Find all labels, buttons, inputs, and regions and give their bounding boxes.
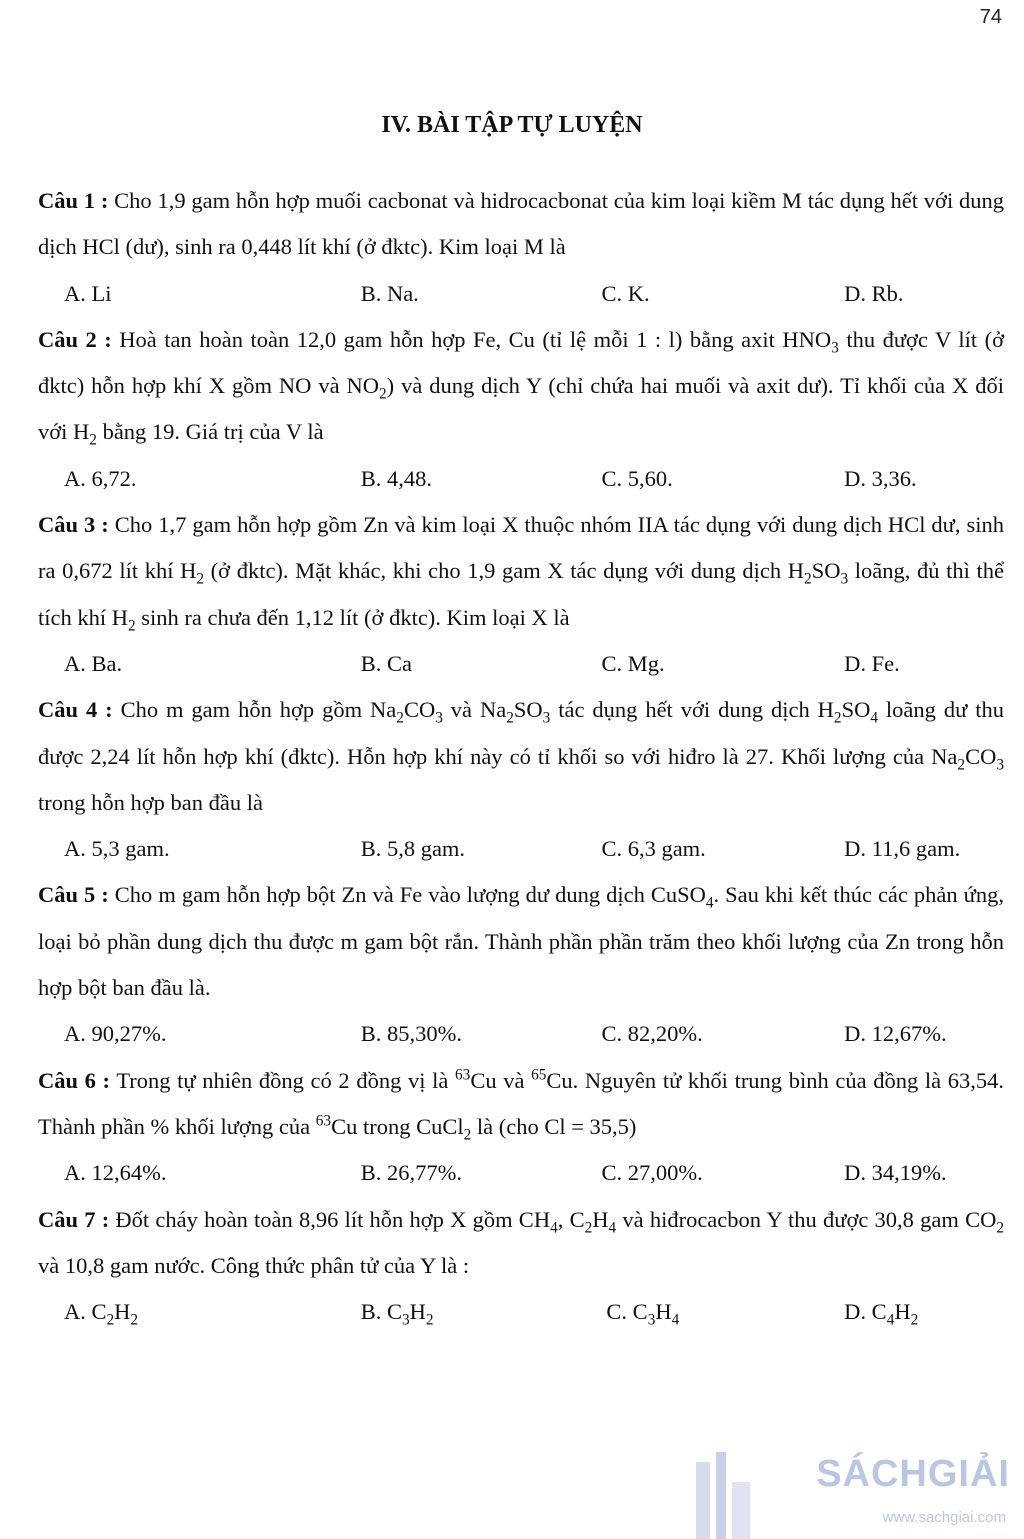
option-c: C. $C_3H_4$ — [606, 1299, 680, 1329]
option-b: B. Ca — [360, 650, 412, 676]
question-text: Cho m gam hỗn hợp bột Zn và Fe vào lượng dư dung dịch CuSO$_4$. Sau khi kết thúc các phản ứng, loại bỏ phần dung dịch thu được m gam bột rắn. Thành phần phần trăm theo khối lượng của Zn trong hỗn hợp bột ban đầu là. — [38, 882, 1004, 1001]
question-label: Câu 3 : — [38, 512, 109, 538]
option-d: D. 12,67%. — [844, 1021, 947, 1047]
option-d: D. Fe. — [844, 650, 900, 676]
option-a: A. 5,3 gam. — [64, 836, 170, 862]
watermark-graphic — [690, 1452, 780, 1539]
option-b: B. $C_3H_2$ — [360, 1299, 434, 1329]
option-d: D. Rb. — [844, 280, 904, 306]
page-number: 74 — [979, 6, 1002, 28]
watermark-url: www.sachgiai.com — [882, 1509, 1006, 1526]
question-label: Câu 1 : — [38, 188, 109, 213]
question-1 — [38, 178, 1004, 271]
question-2 — [38, 317, 1004, 456]
option-c: C. K. — [601, 280, 650, 306]
option-b: B. 5,8 gam. — [360, 836, 466, 862]
option-c: C. Mg. — [601, 650, 665, 676]
answer-options — [38, 271, 1004, 317]
option-c: C. 27,00%. — [601, 1160, 703, 1186]
option-b: B. 4,48. — [360, 465, 432, 491]
answer-options — [38, 456, 1004, 502]
answer-options — [38, 1150, 1004, 1196]
question-label: Câu 7 : — [38, 1206, 110, 1232]
question-text: Trong tự nhiên đồng có 2 đồng vị là $^{63}$Cu và $^{65}$Cu. Nguyên tử khối trung bình của đồng là 63,54. Thành phần % khối lượng của $^{63}$Cu trong CuCl$_2$ là (cho Cl = 35,5) — [38, 1066, 1005, 1144]
option-c: C. 82,20%. — [601, 1021, 703, 1047]
question-text: Cho 1,9 gam hỗn hợp muối cacbonat và hidrocacbonat của kim loại kiềm M tác dụng hết với dung dịch HCl (dư), sinh ra 0,448 lít khí (ở đktc). Kim loại M là — [38, 188, 1005, 260]
answer-options — [38, 641, 1004, 687]
question-7 — [38, 1197, 1004, 1290]
question-4 — [38, 687, 1004, 826]
option-d: D. 34,19%. — [844, 1160, 947, 1186]
question-6 — [38, 1058, 1004, 1151]
option-a: A. 6,72. — [64, 465, 137, 491]
exercise-list — [38, 178, 1004, 1335]
section-heading: IV. BÀI TẬP TỰ LUYỆN — [381, 112, 643, 138]
option-b: B. Na. — [360, 280, 419, 306]
question-text: Cho m gam hỗn hợp gồm $Na_2CO_3$ và $Na_2SO_3$ tác dụng hết với dung dịch $H_2SO_4$ loãng dư thu được 2,24 lít hỗn hợp khí (đktc). Hỗn hợp khí này có tỉ khối so với hiđro là 27. Khối lượng của $Na_2CO_3$ trong hỗn hợp ban đầu là — [38, 697, 1004, 815]
question-text: Đốt cháy hoàn toàn 8,96 lít hỗn hợp X gồm $CH_4$, $C_2H_4$ và hiđrocacbon Y thu được 30,8 gam $CO_2$ và 10,8 gam nước. Công thức phân tử của Y là : — [38, 1206, 1005, 1278]
option-b: B. 85,30%. — [360, 1021, 462, 1047]
question-label: Câu 4 : — [38, 697, 113, 723]
option-d: D. $C_4H_2$ — [844, 1299, 919, 1329]
answer-options — [38, 1289, 1004, 1335]
question-label: Câu 6 : — [38, 1067, 111, 1093]
option-b: B. 26,77%. — [360, 1160, 462, 1186]
option-d: D. 11,6 gam. — [844, 836, 961, 862]
question-label: Câu 2 : — [38, 326, 112, 352]
question-text: Cho 1,7 gam hỗn hợp gồm Zn và kim loại X thuộc nhóm IIA tác dụng với dung dịch HCl dư, sinh ra 0,672 lít khí $H_2$ (ở đktc). Mặt khác, khi cho 1,9 gam X tác dụng với dung dịch $H_2SO_3$ loãng, đủ thì thể tích khí $H_2$ sinh ra chưa đến 1,12 lít (ở đktc). Kim loại X là — [38, 512, 1005, 635]
watermark-logo: SÁCHGIẢI — [816, 1453, 1010, 1495]
option-d: D. 3,36. — [844, 465, 917, 491]
option-a: A. 90,27%. — [64, 1021, 167, 1047]
watermark — [806, 1435, 1016, 1535]
question-text: Hoà tan hoàn toàn 12,0 gam hỗn hợp Fe, Cu (tỉ lệ mỗi 1 : l) bằng axit $HNO_3$ thu được V lít (ở đktc) hỗn hợp khí X gồm NO và $NO_2$) và dung dịch Y (chỉ chứa hai muối và axit dư). Tỉ khối của X đối với $H_2$ bằng 19. Giá trị của V là — [38, 326, 1004, 449]
option-a: A. Ba. — [64, 650, 123, 676]
option-c: C. 6,3 gam. — [601, 836, 706, 862]
answer-options — [38, 826, 1004, 872]
option-a: A. Li — [64, 280, 112, 306]
question-3 — [38, 502, 1004, 641]
option-c: C. 5,60. — [601, 465, 673, 491]
question-label: Câu 5 : — [38, 882, 109, 908]
option-a: A. 12,64%. — [64, 1160, 167, 1186]
answer-options — [38, 1011, 1004, 1057]
option-a: A. $C_2H_2$ — [64, 1299, 139, 1329]
question-5 — [38, 872, 1004, 1011]
